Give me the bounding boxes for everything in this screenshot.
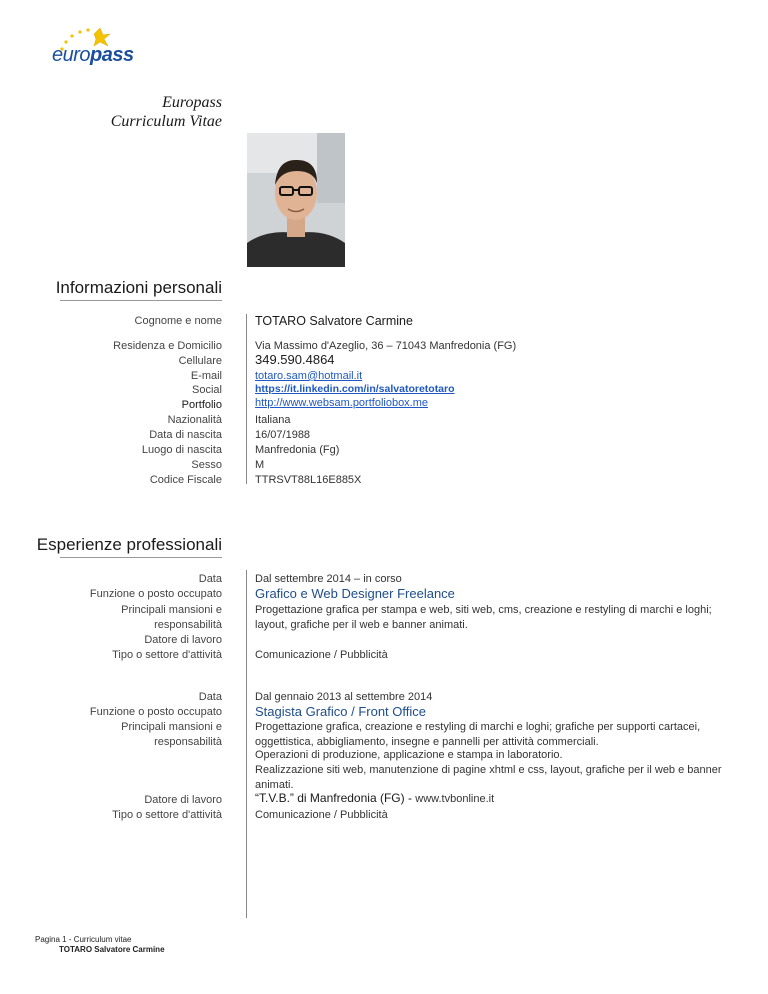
label-birth-place: Luogo di nascita [141, 444, 222, 456]
job2-description-2: Operazioni di produzione, applicazione e stampa in laboratorio. [255, 749, 563, 761]
linkedin-link[interactable]: https://it.linkedin.com/in/salvatoretotaro [255, 383, 455, 395]
job2-sector: Comunicazione / Pubblicità [255, 809, 388, 821]
job1-label-sector: Tipo o settore d'attività [112, 649, 222, 661]
label-fiscal-code: Codice Fiscale [149, 474, 222, 486]
doc-title-europass: Europass [162, 94, 222, 111]
job1-label-date: Data [198, 573, 222, 585]
label-birth-date: Data di nascita [149, 429, 222, 441]
birth-date-value: 16/07/1988 [255, 429, 311, 441]
job1-label-duties-1: Principali mansioni e [121, 604, 222, 616]
section-divider [60, 557, 222, 558]
profile-photo [247, 133, 345, 267]
label-phone: Cellulare [178, 355, 222, 367]
job2-label-duties-2: responsabilità [154, 736, 222, 748]
label-email: E-mail [190, 370, 222, 382]
job2-date: Dal gennaio 2013 al settembre 2014 [255, 691, 433, 703]
job1-date: Dal settembre 2014 – in corso [255, 573, 402, 585]
job1-sector: Comunicazione / Pubblicità [255, 649, 388, 661]
portfolio-link[interactable]: http://www.websam.portfoliobox.me [255, 397, 429, 409]
sex-value: M [255, 459, 265, 471]
birth-place-value: Manfredonia (Fg) [255, 444, 340, 456]
footer [35, 935, 165, 955]
job2-employer-website: www.tvbonline.it [415, 793, 495, 805]
label-address: Residenza e Domicilio [113, 340, 222, 352]
logo-text-euro: euro [52, 44, 91, 66]
job1-description: Progettazione grafica per stampa e web, siti web, cms, creazione e restyling di marchi e loghi; layout, grafiche per il web e banner animati. [255, 604, 712, 631]
footer-page-label: Pagina 1 - Curriculum vitae [35, 935, 132, 944]
logo-text-pass: pass [90, 44, 134, 66]
nationality-value: Italiana [255, 414, 291, 426]
job2-employer [255, 791, 494, 807]
job2-employer-name: “T.V.B.” di Manfredonia (FG) [255, 791, 405, 805]
vertical-divider [246, 314, 247, 484]
europass-logo [50, 26, 134, 70]
job2-description-3: Realizzazione siti web, manutenzione di pagine xhtml e css, layout, grafiche per il web e banner animati. [255, 764, 722, 791]
job2-label-employer: Datore di lavoro [144, 794, 222, 806]
job2-label-duties-1: Principali mansioni e [121, 721, 222, 733]
job1-label-duties-2: responsabilità [154, 619, 222, 631]
job2-description-1: Progettazione grafica, creazione e restyling di marchi e loghi; grafiche per supporti cartacei, oggettistica, abbigliamento, insegne e pannelli per attività commerciali. [255, 721, 701, 748]
fiscal-code-value: TTRSVT88L16E885X [255, 474, 362, 486]
email-link[interactable]: totaro.sam@hotmail.it [255, 370, 363, 382]
vertical-divider [246, 570, 247, 918]
job2-label-sector: Tipo o settore d'attività [112, 809, 222, 821]
job1-title: Grafico e Web Designer Freelance [255, 586, 455, 601]
label-social: Social [192, 384, 222, 396]
label-nationality: Nazionalità [167, 414, 222, 426]
job2-label-date: Data [198, 691, 222, 703]
section-divider [60, 300, 222, 301]
job1-label-role: Funzione o posto occupato [89, 588, 222, 600]
section-heading-personal: Informazioni personali [55, 278, 222, 297]
footer-name: TOTARO Salvatore Carmine [59, 945, 165, 954]
label-portfolio: Portfolio [181, 399, 222, 411]
section-heading-experience: Esperienze professionali [36, 535, 222, 554]
surname-value: TOTARO Salvatore Carmine [255, 314, 413, 328]
job1-label-employer: Datore di lavoro [144, 634, 222, 646]
label-surname: Cognome e nome [134, 315, 222, 327]
phone-value: 349.590.4864 [255, 352, 335, 367]
address-value: Via Massimo d'Azeglio, 36 – 71043 Manfredonia (FG) [255, 340, 517, 352]
job2-employer-separator: - [404, 791, 416, 805]
job2-label-role: Funzione o posto occupato [89, 706, 222, 718]
label-sex: Sesso [191, 459, 222, 471]
job2-title: Stagista Grafico / Front Office [255, 704, 426, 719]
doc-title-cv: Curriculum Vitae [110, 113, 222, 130]
